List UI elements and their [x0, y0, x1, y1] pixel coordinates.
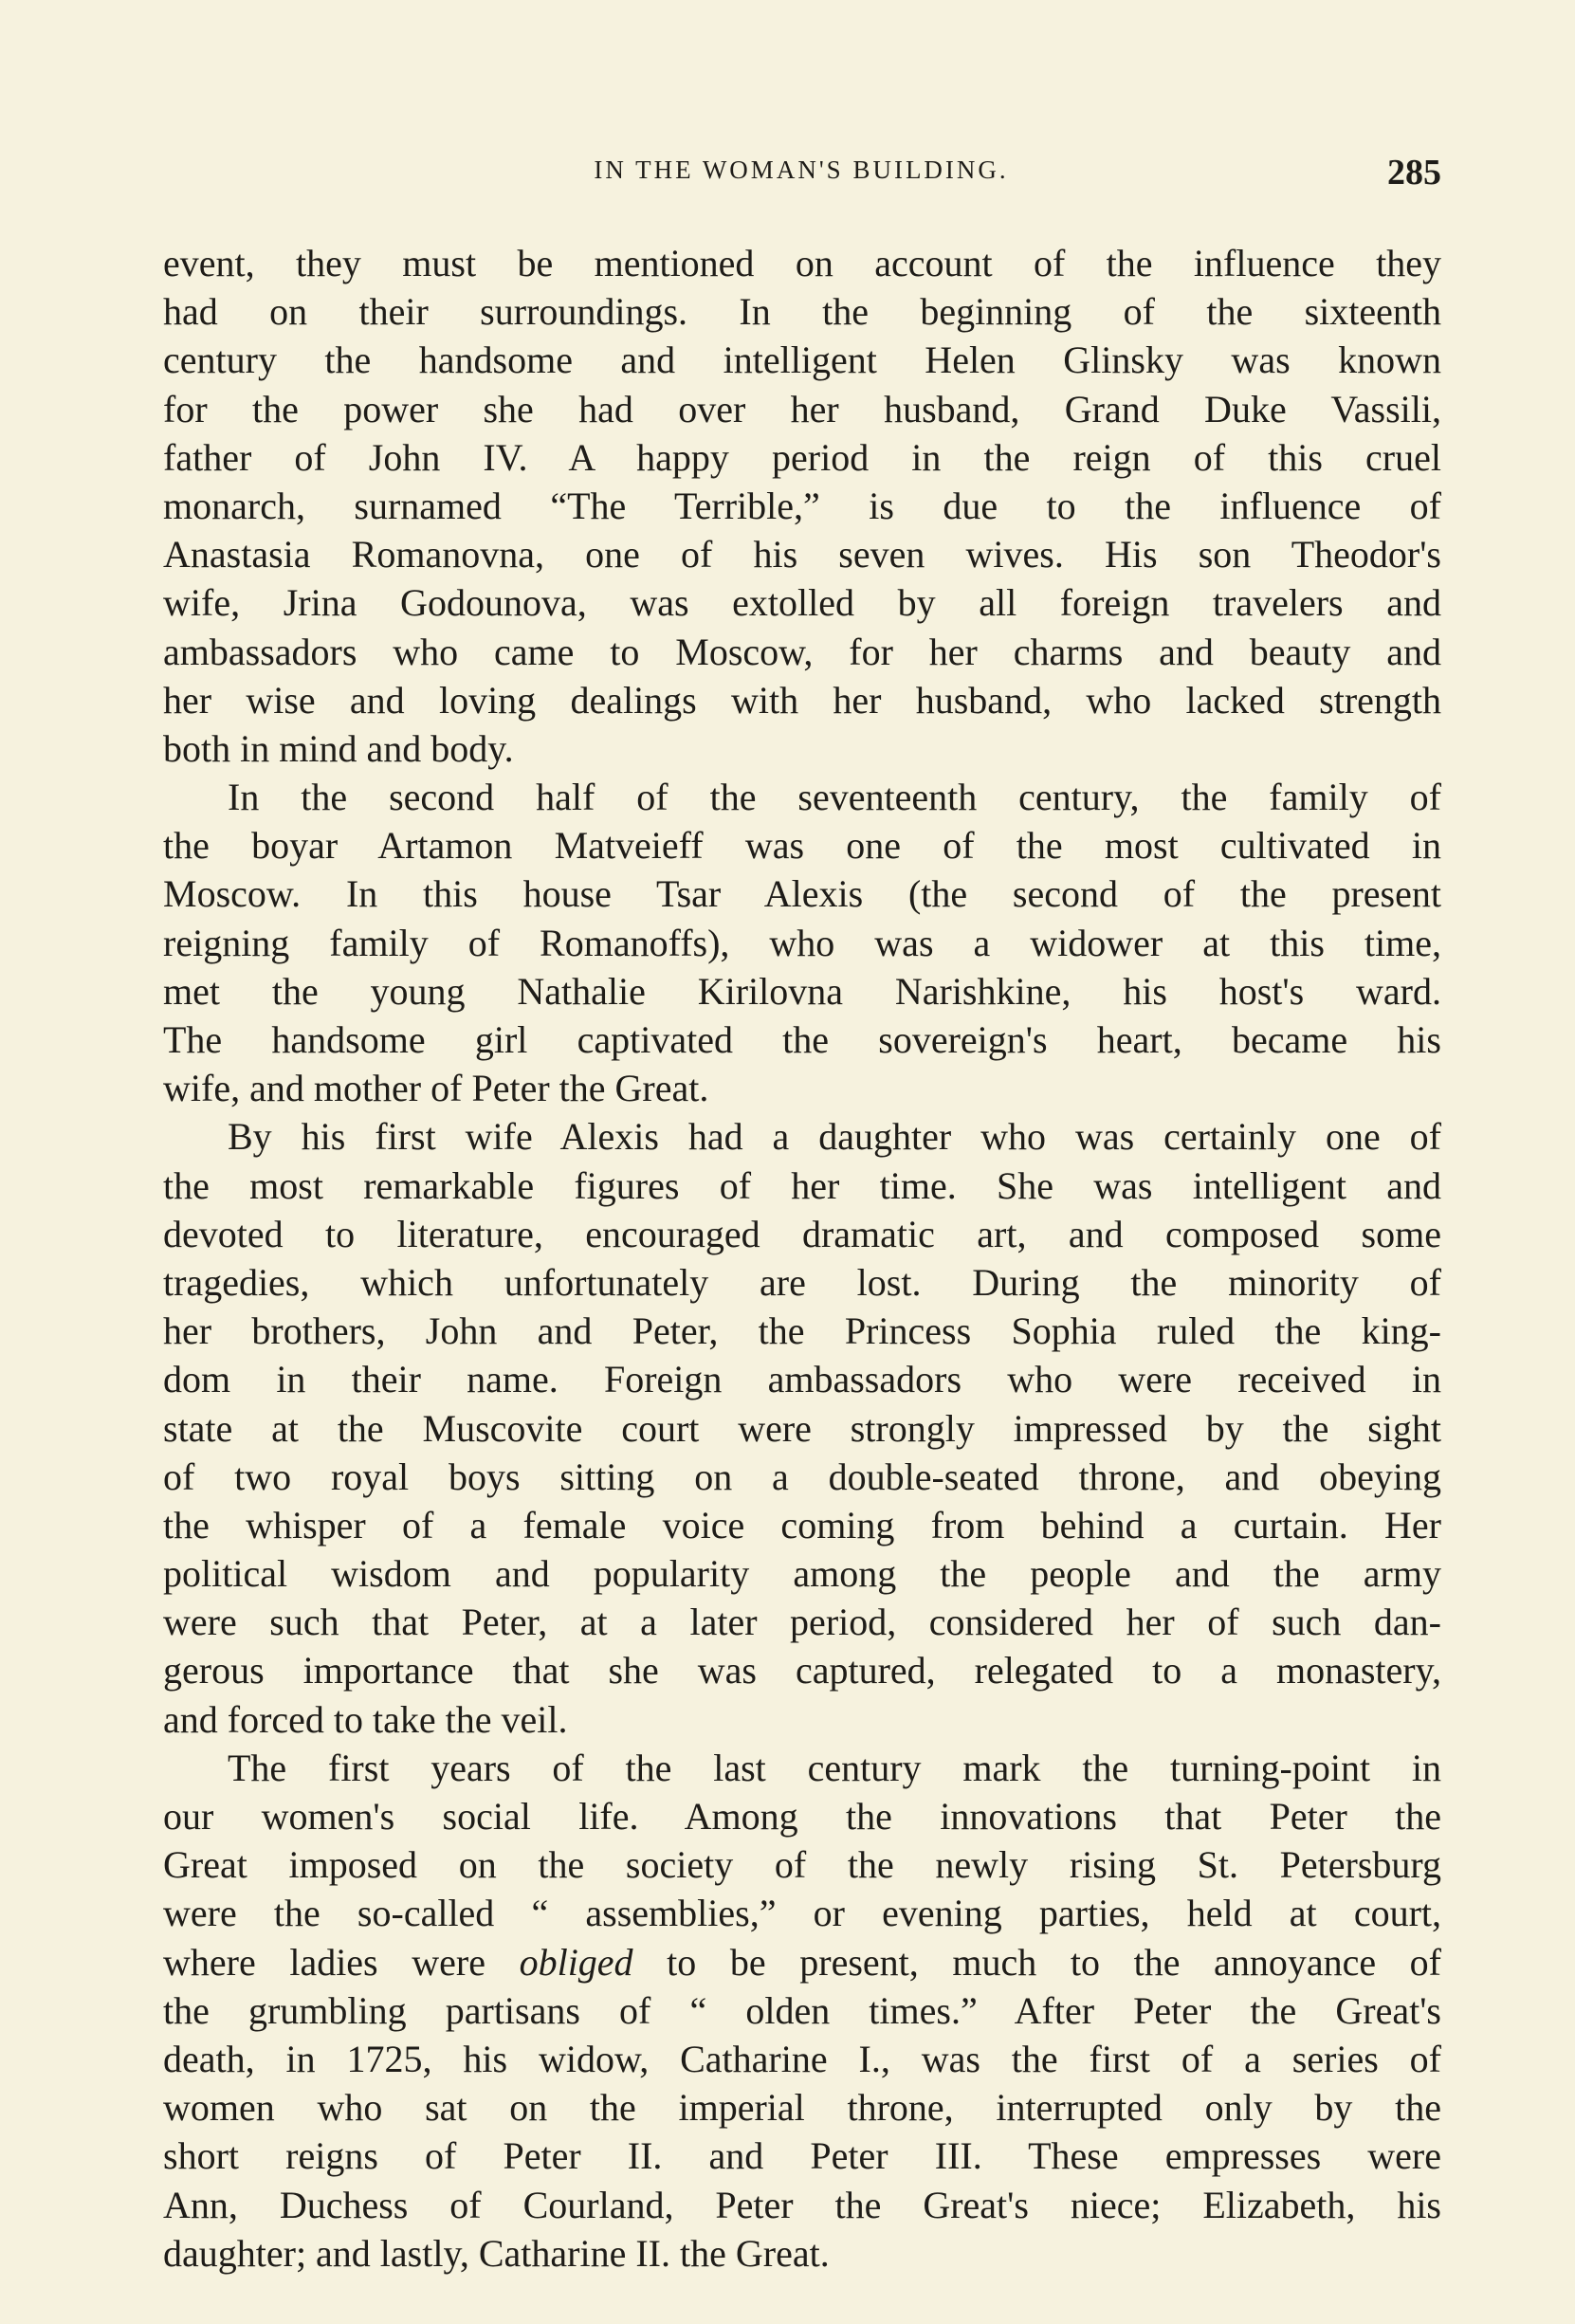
text-line: wife, and mother of Peter the Great. [163, 1067, 709, 1110]
text-line: state at the Muscovite court were strongly impressed by the sight [163, 1406, 1441, 1450]
text-line: our women's social life. Among the innovations that Peter the [163, 1795, 1441, 1838]
text-line: In the second half of the seventeenth century, the family of [228, 776, 1441, 819]
text-line: of two royal boys sitting on a double-seated throne, and obeying [163, 1455, 1441, 1498]
text-line: Ann, Duchess of Courland, Peter the Great's niece; Elizabeth, his [163, 2183, 1441, 2226]
text-line: the grumbling partisans of “ olden times.” After Peter the Great's [163, 1988, 1441, 2032]
text-line: devoted to literature, encouraged dramatic art, and composed some [163, 1212, 1441, 1255]
text-line: The handsome girl captivated the sovereign's heart, became his [163, 1018, 1441, 1061]
text-line: were such that Peter, at a later period, considered her of such dan- [163, 1601, 1441, 1644]
text-line: her wise and loving dealings with her husband, who lacked strength [163, 678, 1441, 722]
text-run: to be present, much to the annoyance of [632, 1940, 1441, 1984]
text-line: and forced to take the veil. [163, 1697, 568, 1741]
text-line: both in mind and body. [163, 726, 514, 770]
text-line: the most remarkable figures of her time. She was intelligent and [163, 1163, 1441, 1207]
text-line: daughter; and lastly, Catharine II. the Great. [163, 2231, 830, 2275]
text-line: death, in 1725, his widow, Catharine I., was the first of a series of [163, 2037, 1441, 2080]
text-line: Moscow. In this house Tsar Alexis (the second of the present [163, 872, 1441, 916]
text-line [163, 1938, 1441, 1986]
text-line: century the handsome and intelligent Helen Glinsky was known [163, 339, 1441, 382]
text-line: gerous importance that she was captured, relegated to a monastery, [163, 1649, 1441, 1693]
text-line: reigning family of Romanoffs), who was a widower at this time, [163, 921, 1441, 964]
text-line: Anastasia Romanovna, one of his seven wives. His son Theodor's [163, 533, 1441, 576]
text-line: dom in their name. Foreign ambassadors who were received in [163, 1358, 1441, 1401]
page-number: 285 [1387, 153, 1441, 192]
text-line: the boyar Artamon Matveieff was one of the most cultivated in [163, 824, 1441, 868]
running-title: IN THE WOMAN'S BUILDING. [594, 156, 1009, 184]
text-line: ambassadors who came to Moscow, for her charms and beauty and [163, 630, 1441, 673]
text-line: The first years of the last century mark the turning-point in [228, 1746, 1441, 1789]
body-text [163, 239, 1441, 2278]
text-line: monarch, surnamed “The Terrible,” is due to the influence of [163, 484, 1441, 527]
text-line: wife, Jrina Godounova, was extolled by all foreign travelers and [163, 581, 1441, 625]
text-line: had on their surroundings. In the beginning of the sixteenth [163, 290, 1441, 334]
text-line: Great imposed on the society of the newly rising St. Petersburg [163, 1843, 1441, 1887]
text-line: for the power she had over her husband, Grand Duke Vassili, [163, 387, 1441, 430]
text-line: short reigns of Peter II. and Peter III. These empresses were [163, 2134, 1441, 2178]
italic-word: obliged [519, 1940, 633, 1984]
text-line: her brothers, John and Peter, the Princess Sophia ruled the king- [163, 1309, 1441, 1353]
text-line: were the so-called “ assemblies,” or evening parties, held at court, [163, 1892, 1441, 1935]
text-line: met the young Nathalie Kirilovna Narishkine, his host's ward. [163, 969, 1441, 1013]
text-run: where ladies were [163, 1940, 520, 1984]
running-head [161, 152, 1441, 193]
text-line: women who sat on the imperial throne, interrupted only by the [163, 2086, 1441, 2130]
text-line: the whisper of a female voice coming from behind a curtain. Her [163, 1503, 1441, 1546]
text-line: father of John IV. A happy period in the reign of this cruel [163, 435, 1441, 479]
text-line: By his first wife Alexis had a daughter who was certainly one of [228, 1115, 1441, 1159]
text-line: event, they must be mentioned on account of the influence they [163, 242, 1441, 284]
text-line: political wisdom and popularity among the people and the army [163, 1552, 1441, 1596]
text-line: tragedies, which unfortunately are lost. During the minority of [163, 1260, 1441, 1304]
